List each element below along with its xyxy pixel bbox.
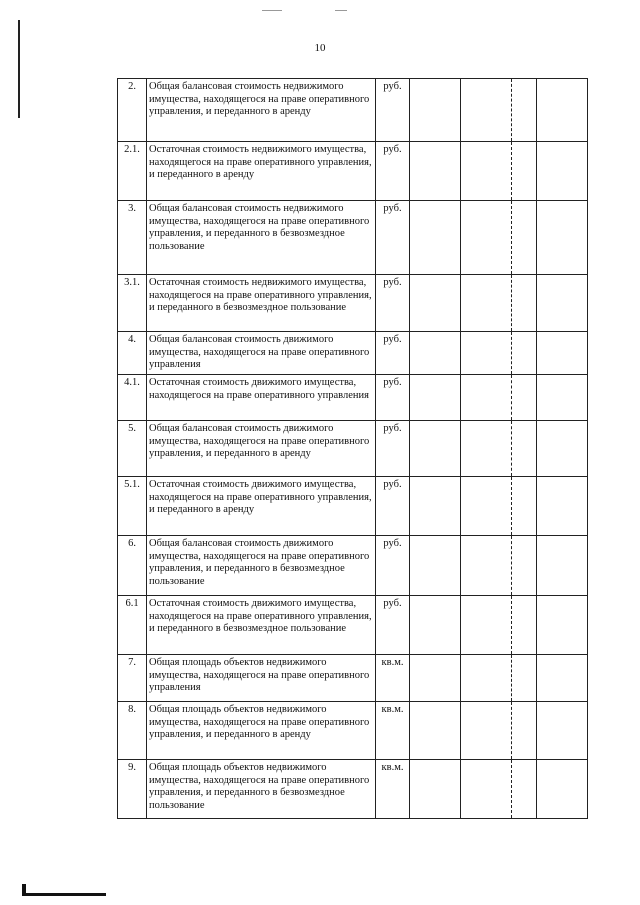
value-cell	[537, 536, 588, 596]
table-row	[118, 477, 588, 536]
indicator-name: Остаточная стоимость движимого имущества, находящегося на праве оперативного управления, и переданного в безвозмездное пользование	[147, 596, 376, 655]
value-cell	[512, 421, 537, 477]
unit-of-measure: кв.м.	[376, 655, 410, 702]
indicator-name: Остаточная стоимость движимого имущества, находящегося на праве оперативного управления, и переданного в аренду	[147, 477, 376, 536]
table-row	[118, 702, 588, 760]
row-number: 3.	[118, 201, 147, 275]
row-number: 2.1.	[118, 142, 147, 201]
value-cell	[410, 655, 461, 702]
row-number: 8.	[118, 702, 147, 760]
row-number: 5.	[118, 421, 147, 477]
value-cell	[512, 142, 537, 201]
value-cell	[461, 332, 512, 375]
indicator-name: Общая балансовая стоимость недвижимого имущества, находящегося на праве оперативного управления, и переданного в безвозмездное пользование	[147, 201, 376, 275]
value-cell	[461, 142, 512, 201]
unit-of-measure: руб.	[376, 375, 410, 421]
scan-bottom-mark	[22, 893, 106, 896]
value-cell	[461, 655, 512, 702]
value-cell	[537, 596, 588, 655]
value-cell	[512, 332, 537, 375]
value-cell	[512, 536, 537, 596]
row-number: 7.	[118, 655, 147, 702]
value-cell	[512, 275, 537, 332]
table-row	[118, 760, 588, 819]
value-cell	[512, 79, 537, 142]
value-cell	[461, 760, 512, 819]
value-cell	[512, 655, 537, 702]
table-row	[118, 332, 588, 375]
row-number: 5.1.	[118, 477, 147, 536]
row-number: 6.1	[118, 596, 147, 655]
table-row	[118, 596, 588, 655]
value-cell	[461, 477, 512, 536]
value-cell	[410, 760, 461, 819]
value-cell	[410, 477, 461, 536]
value-cell	[461, 275, 512, 332]
value-cell	[537, 375, 588, 421]
indicator-name: Общая площадь объектов недвижимого имущества, находящегося на праве оперативного управления, и переданного в безвозмездное пользование	[147, 760, 376, 819]
scan-smudge	[335, 10, 347, 11]
value-cell	[410, 421, 461, 477]
table-row	[118, 655, 588, 702]
indicator-name: Остаточная стоимость недвижимого имущества, находящегося на праве оперативного управления, и переданного в безвозмездное пользование	[147, 275, 376, 332]
value-cell	[461, 702, 512, 760]
value-cell	[461, 596, 512, 655]
scan-smudge	[262, 10, 282, 11]
value-cell	[410, 201, 461, 275]
value-cell	[512, 596, 537, 655]
table-row	[118, 275, 588, 332]
value-cell	[537, 275, 588, 332]
indicator-name: Общая площадь объектов недвижимого имущества, находящегося на праве оперативного управления	[147, 655, 376, 702]
value-cell	[537, 421, 588, 477]
value-cell	[410, 79, 461, 142]
unit-of-measure: руб.	[376, 596, 410, 655]
value-cell	[461, 375, 512, 421]
table-row	[118, 375, 588, 421]
table-row	[118, 201, 588, 275]
indicator-name: Общая балансовая стоимость движимого имущества, находящегося на праве оперативного управления, и переданного в аренду	[147, 421, 376, 477]
value-cell	[410, 375, 461, 421]
value-cell	[410, 596, 461, 655]
row-number: 2.	[118, 79, 147, 142]
value-cell	[537, 760, 588, 819]
value-cell	[410, 275, 461, 332]
value-cell	[461, 79, 512, 142]
value-cell	[537, 655, 588, 702]
value-cell	[410, 332, 461, 375]
unit-of-measure: кв.м.	[376, 760, 410, 819]
table-row	[118, 142, 588, 201]
page-number: 10	[314, 42, 326, 54]
value-cell	[410, 702, 461, 760]
table-row	[118, 536, 588, 596]
unit-of-measure: руб.	[376, 79, 410, 142]
value-cell	[512, 477, 537, 536]
indicator-name: Общая балансовая стоимость движимого имущества, находящегося на праве оперативного управления, и переданного в безвозмездное пользование	[147, 536, 376, 596]
unit-of-measure: руб.	[376, 332, 410, 375]
indicator-name: Остаточная стоимость недвижимого имущества, находящегося на праве оперативного управления, и переданного в аренду	[147, 142, 376, 201]
row-number: 3.1.	[118, 275, 147, 332]
indicator-name: Общая площадь объектов недвижимого имущества, находящегося на праве оперативного управления, и переданного в аренду	[147, 702, 376, 760]
unit-of-measure: руб.	[376, 477, 410, 536]
indicator-name: Остаточная стоимость движимого имущества, находящегося на праве оперативного управления	[147, 375, 376, 421]
value-cell	[410, 142, 461, 201]
indicator-name: Общая балансовая стоимость недвижимого имущества, находящегося на праве оперативного управления, и переданного в аренду	[147, 79, 376, 142]
table-row	[118, 79, 588, 142]
unit-of-measure: руб.	[376, 275, 410, 332]
value-cell	[512, 760, 537, 819]
unit-of-measure: руб.	[376, 421, 410, 477]
table-row	[118, 421, 588, 477]
value-cell	[461, 536, 512, 596]
value-cell	[512, 201, 537, 275]
scan-margin-bar	[18, 20, 20, 118]
unit-of-measure: кв.м.	[376, 702, 410, 760]
scan-bottom-tick	[22, 884, 26, 896]
value-cell	[461, 421, 512, 477]
value-cell	[512, 702, 537, 760]
value-cell	[537, 142, 588, 201]
value-cell	[537, 79, 588, 142]
value-cell	[537, 201, 588, 275]
row-number: 4.1.	[118, 375, 147, 421]
value-cell	[537, 477, 588, 536]
row-number: 6.	[118, 536, 147, 596]
unit-of-measure: руб.	[376, 201, 410, 275]
row-number: 9.	[118, 760, 147, 819]
table-body	[118, 79, 588, 819]
value-cell	[537, 702, 588, 760]
value-cell	[461, 201, 512, 275]
property-table	[117, 78, 588, 819]
value-cell	[410, 536, 461, 596]
unit-of-measure: руб.	[376, 142, 410, 201]
unit-of-measure: руб.	[376, 536, 410, 596]
indicator-name: Общая балансовая стоимость движимого имущества, находящегося на праве оперативного управления	[147, 332, 376, 375]
value-cell	[537, 332, 588, 375]
value-cell	[512, 375, 537, 421]
row-number: 4.	[118, 332, 147, 375]
